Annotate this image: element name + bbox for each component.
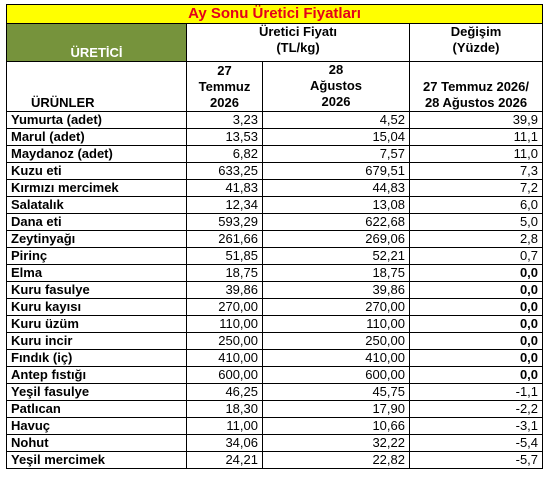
price-august: 39,86 (263, 282, 410, 299)
change-percent: 5,0 (410, 214, 543, 231)
table-title: Ay Sonu Üretici Fiyatları (7, 5, 543, 24)
date2-header (263, 62, 410, 112)
table-row (7, 180, 543, 197)
product-name: Kuru incir (7, 333, 187, 350)
table-row (7, 299, 543, 316)
table-row (7, 129, 543, 146)
change-percent: 0,0 (410, 299, 543, 316)
table-row (7, 112, 543, 129)
price-august: 7,57 (263, 146, 410, 163)
price-july: 11,00 (187, 418, 263, 435)
price-july: 13,53 (187, 129, 263, 146)
price-august: 18,75 (263, 265, 410, 282)
price-july: 410,00 (187, 350, 263, 367)
product-name: Elma (7, 265, 187, 282)
product-name: Maydanoz (adet) (7, 146, 187, 163)
change-percent: 0,0 (410, 333, 543, 350)
product-name: Yeşil mercimek (7, 452, 187, 469)
product-name: Patlıcan (7, 401, 187, 418)
change-percent: 0,7 (410, 248, 543, 265)
change-percent: 7,3 (410, 163, 543, 180)
table-row (7, 435, 543, 452)
price-august: 270,00 (263, 299, 410, 316)
price-july: 12,34 (187, 197, 263, 214)
date1-year: 2026 (210, 95, 239, 110)
price-group-header (187, 24, 410, 62)
product-name: Kuzu eti (7, 163, 187, 180)
price-august: 679,51 (263, 163, 410, 180)
table-row (7, 163, 543, 180)
price-july: 261,66 (187, 231, 263, 248)
product-name: Yeşil fasulye (7, 384, 187, 401)
change-percent: -5,7 (410, 452, 543, 469)
price-august: 13,08 (263, 197, 410, 214)
price-july: 633,25 (187, 163, 263, 180)
price-august: 600,00 (263, 367, 410, 384)
price-august: 44,83 (263, 180, 410, 197)
date1-month: Temmuz (198, 79, 251, 94)
table-row (7, 316, 543, 333)
product-name: Havuç (7, 418, 187, 435)
product-name: Yumurta (adet) (7, 112, 187, 129)
price-july: 46,25 (187, 384, 263, 401)
change-percent: 11,1 (410, 129, 543, 146)
price-group-line2: (TL/kg) (276, 40, 320, 55)
change-header (410, 24, 543, 62)
price-july: 6,82 (187, 146, 263, 163)
product-name: Dana eti (7, 214, 187, 231)
price-august: 269,06 (263, 231, 410, 248)
price-july: 250,00 (187, 333, 263, 350)
price-august: 622,68 (263, 214, 410, 231)
table-row (7, 197, 543, 214)
product-name: Fındık (iç) (7, 350, 187, 367)
price-august: 410,00 (263, 350, 410, 367)
date1-day: 27 (217, 63, 232, 78)
table-row (7, 231, 543, 248)
price-july: 593,29 (187, 214, 263, 231)
product-name: Marul (adet) (7, 129, 187, 146)
date2-year: 2026 (321, 94, 351, 109)
change-period-header (410, 62, 543, 112)
product-name: Kuru fasulye (7, 282, 187, 299)
change-line2: (Yüzde) (452, 40, 500, 55)
table-row (7, 350, 543, 367)
change-percent: 6,0 (410, 197, 543, 214)
price-july: 34,06 (187, 435, 263, 452)
price-july: 39,86 (187, 282, 263, 299)
price-august: 15,04 (263, 129, 410, 146)
price-august: 52,21 (263, 248, 410, 265)
date2-month: Ağustos (310, 78, 362, 93)
change-percent: 0,0 (410, 265, 543, 282)
price-august: 32,22 (263, 435, 410, 452)
change-percent: -1,1 (410, 384, 543, 401)
product-name: Kuru üzüm (7, 316, 187, 333)
change-period-line1: 27 Temmuz 2026/ (423, 79, 529, 94)
producer-header: ÜRETİCİ (7, 24, 187, 62)
producer-price-table (6, 4, 543, 469)
price-july: 3,23 (187, 112, 263, 129)
date2-day: 28 (328, 62, 344, 77)
change-percent: 0,0 (410, 282, 543, 299)
change-percent: 7,2 (410, 180, 543, 197)
price-july: 110,00 (187, 316, 263, 333)
price-group-line1: Üretici Fiyatı (258, 24, 338, 39)
table-row (7, 282, 543, 299)
table-row (7, 367, 543, 384)
change-percent: 39,9 (410, 112, 543, 129)
change-percent: -5,4 (410, 435, 543, 452)
table-row (7, 265, 543, 282)
table-row (7, 248, 543, 265)
table-row (7, 401, 543, 418)
price-july: 270,00 (187, 299, 263, 316)
product-name: Zeytinyağı (7, 231, 187, 248)
product-name: Pirinç (7, 248, 187, 265)
table-row (7, 384, 543, 401)
change-percent: -2,2 (410, 401, 543, 418)
change-percent: 0,0 (410, 367, 543, 384)
change-percent: 2,8 (410, 231, 543, 248)
price-july: 18,75 (187, 265, 263, 282)
table-row (7, 418, 543, 435)
product-name: Nohut (7, 435, 187, 452)
date1-header (187, 62, 263, 112)
price-august: 250,00 (263, 333, 410, 350)
table-row (7, 333, 543, 350)
table-row (7, 146, 543, 163)
change-period-line2: 28 Ağustos 2026 (424, 95, 528, 110)
price-august: 45,75 (263, 384, 410, 401)
price-july: 600,00 (187, 367, 263, 384)
price-august: 4,52 (263, 112, 410, 129)
change-line1: Değişim (450, 24, 502, 39)
product-name: Salatalık (7, 197, 187, 214)
table-row (7, 214, 543, 231)
price-july: 24,21 (187, 452, 263, 469)
products-header: ÜRÜNLER (7, 62, 187, 112)
price-july: 51,85 (187, 248, 263, 265)
price-august: 22,82 (263, 452, 410, 469)
change-percent: -3,1 (410, 418, 543, 435)
price-july: 18,30 (187, 401, 263, 418)
price-august: 17,90 (263, 401, 410, 418)
change-percent: 0,0 (410, 350, 543, 367)
change-percent: 0,0 (410, 316, 543, 333)
table-row (7, 452, 543, 469)
product-name: Kuru kayısı (7, 299, 187, 316)
product-name: Antep fıstığı (7, 367, 187, 384)
price-august: 110,00 (263, 316, 410, 333)
price-august: 10,66 (263, 418, 410, 435)
price-july: 41,83 (187, 180, 263, 197)
change-percent: 11,0 (410, 146, 543, 163)
product-name: Kırmızı mercimek (7, 180, 187, 197)
table-body (7, 112, 543, 469)
